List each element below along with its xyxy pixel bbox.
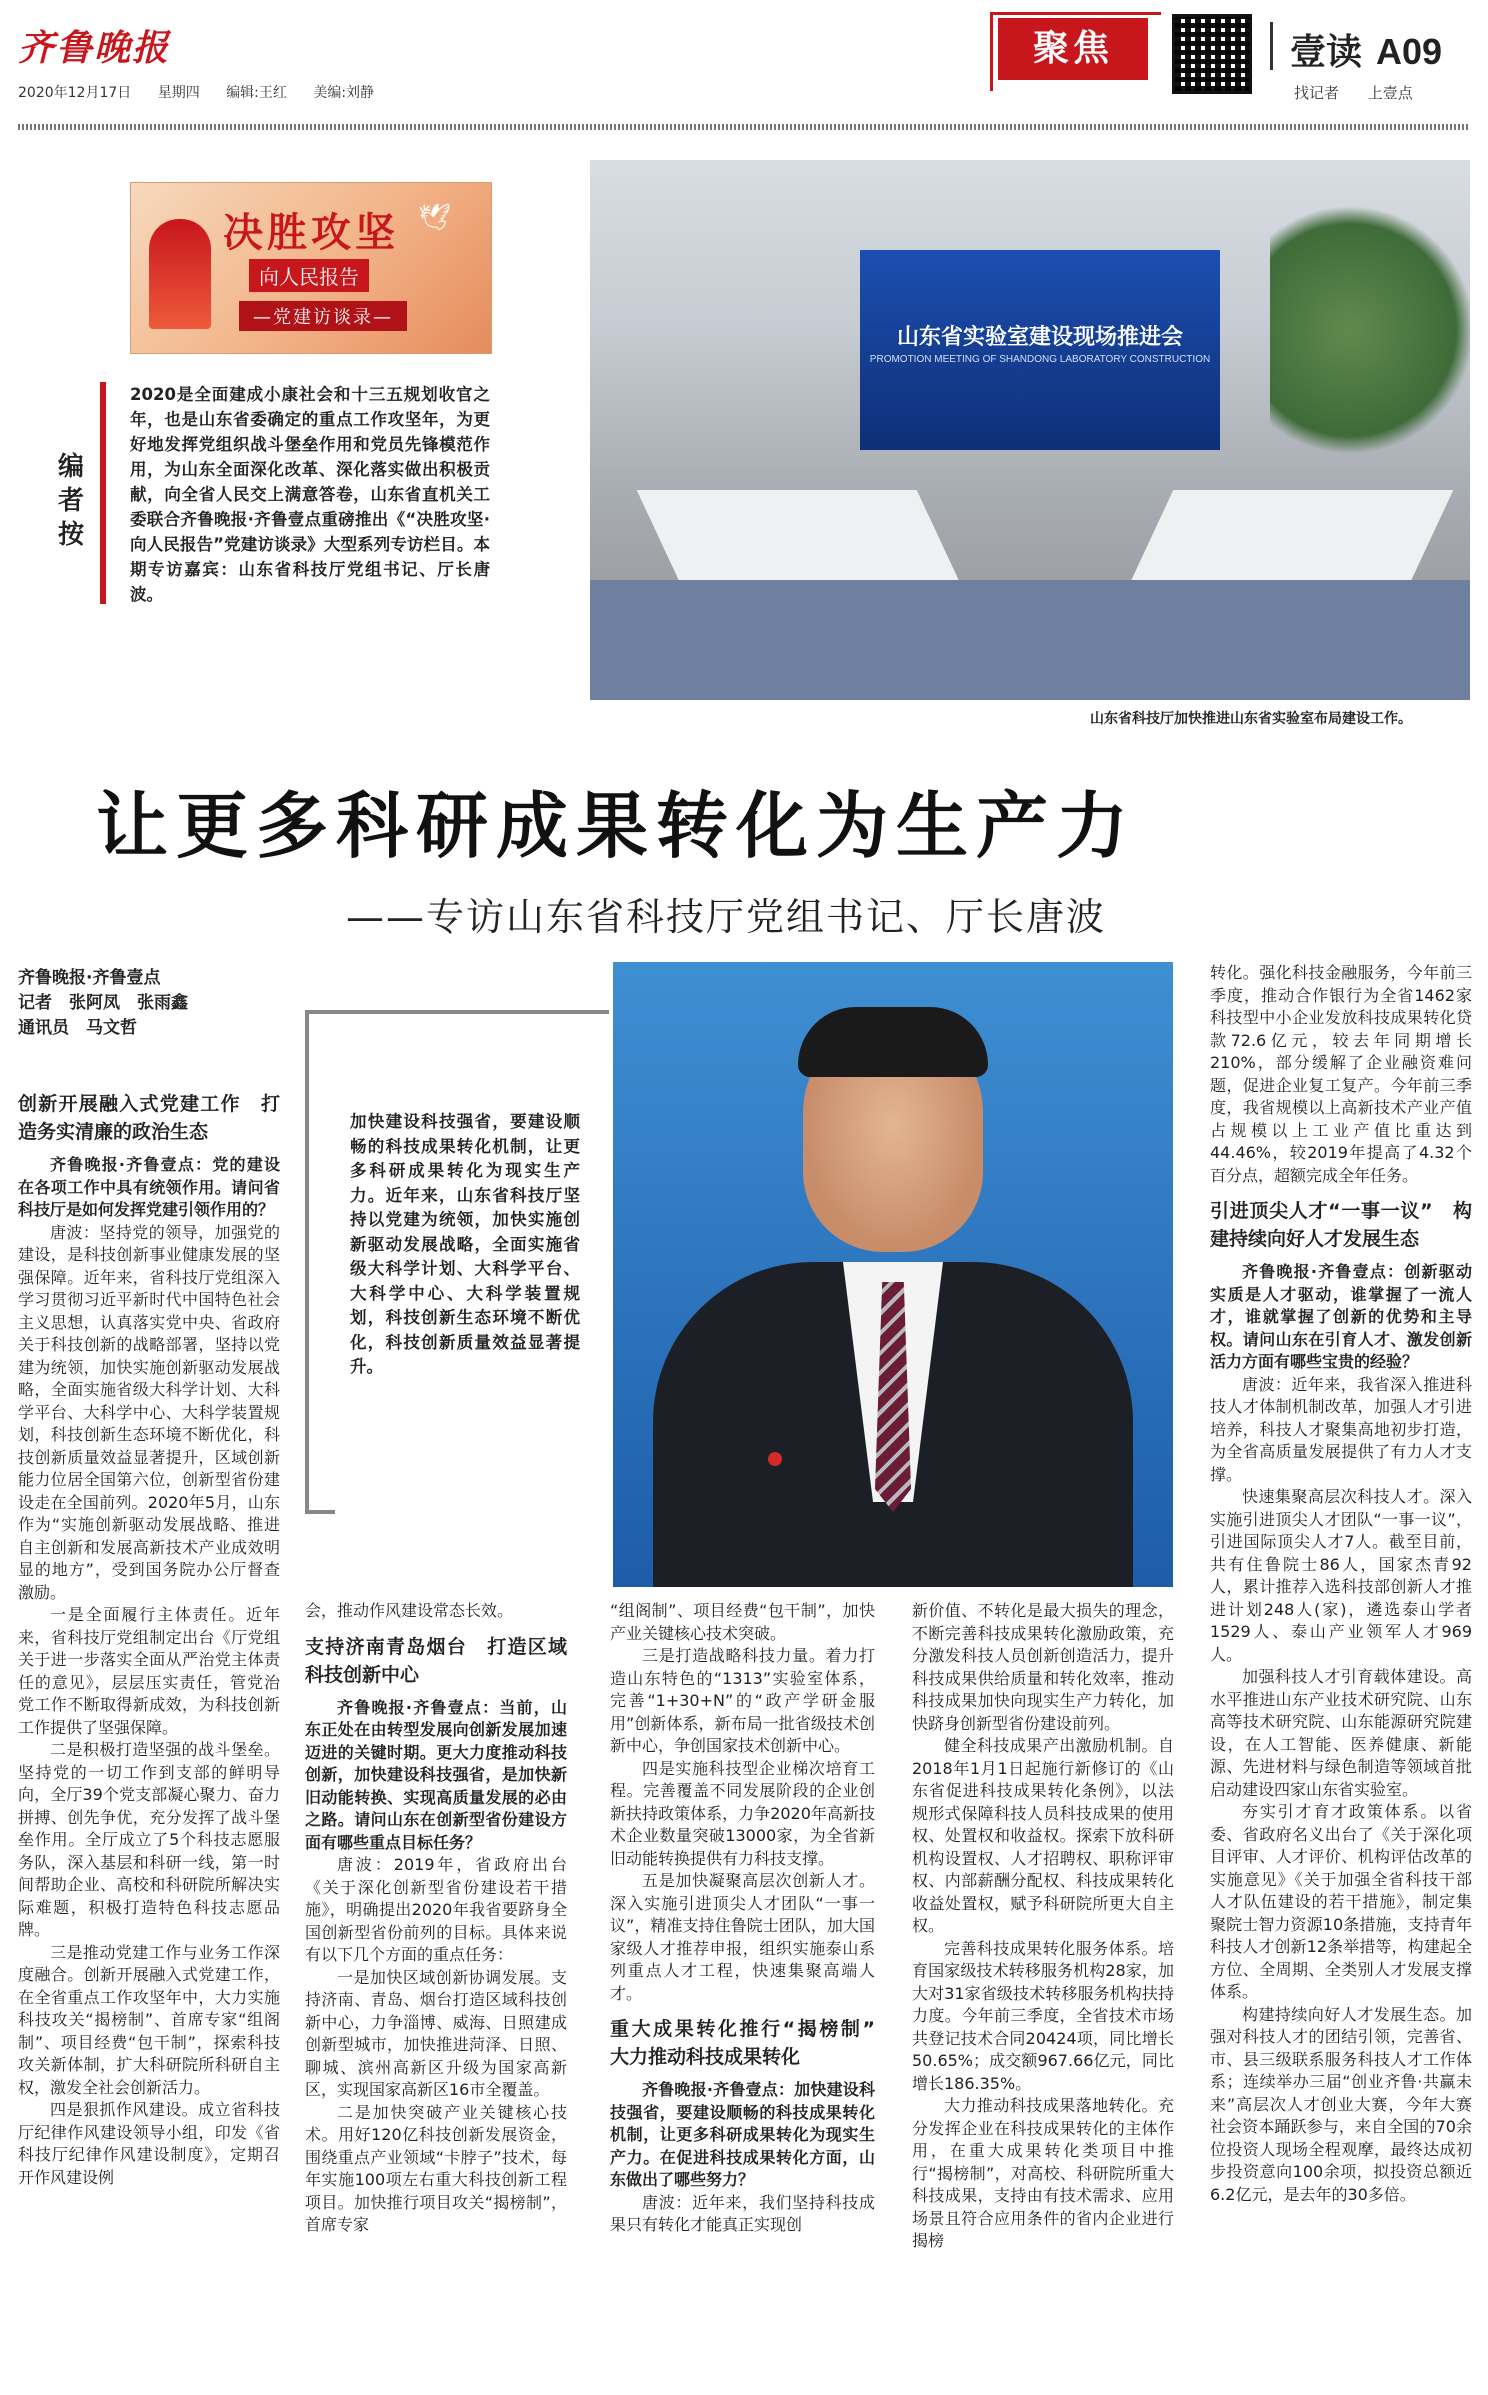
paragraph: 二是加快突破产业关键核心技术。用好120亿科技创新发展资金，围绕重点产业领域“卡脖子”技术，每年实施100项左右重大科技创新工程项目。加快推行项目攻关“揭榜制”，首席专家 (305, 2102, 567, 2234)
conference-table-left (637, 490, 964, 590)
article-column-2 (305, 1600, 567, 2237)
emblem-icon (149, 219, 211, 329)
paragraph: 四是狠抓作风建设。成立省科技厅纪律作风建设领导小组，印发《省科技厅纪律作风建设制度》，定期召开作风建设例 (18, 2100, 280, 2187)
carpet (590, 580, 1470, 700)
plants-decor (1270, 200, 1470, 460)
question: 齐鲁晚报·齐鲁壹点：党的建设在各项工作中具有统领作用。请问省科技厅是如何发挥党建引领作用的？ (18, 1155, 280, 1219)
section-heading: 创新开展融入式党建工作 打造务实清廉的政治生态 (18, 1093, 280, 1143)
header-divider (1270, 22, 1273, 70)
question: 齐鲁晚报·齐鲁壹点：创新驱动实质是人才驱动，谁掌握了一流人才，谁就掌握了创新的优势和主导权。请问山东在引育人才、激发创新活力方面有哪些宝贵的经验？ (1210, 1262, 1472, 1371)
meeting-photo (590, 160, 1470, 700)
screen-english: PROMOTION MEETING OF SHANDONG LABORATORY CONSTRUCTION (869, 354, 1211, 365)
answer: 唐波：近年来，我们坚持科技成果只有转化才能真正实现创 (610, 2192, 875, 2234)
brand-name: 壹读 (1290, 32, 1363, 73)
paragraph: 健全科技成果产出激励机制。自2018年1月1日起施行新修订的《山东省促进科技成果转化条例》，以法规形式保障科技人员科技成果的使用权、处置权和收益权。探索下放科研机构设置权、人才招聘权、职称评审权、内部薪酬分配权、科技成果转化收益处置权，赋予科研院所更大自主权。 (912, 1736, 1174, 1935)
pull-quote: 加快建设科技强省，要建设顺畅的科技成果转化机制，让更多科研成果转化为现实生产力。近年来，山东省科技厅坚持以党建为统领，加快实施创新驱动发展战略，全面实施省级大科学计划、大科学平台、大科学中心、大科学装置规划，科技创新生态环境不断优化，科技创新质量效益显著提升。 (350, 1112, 580, 1376)
party-pin-icon (768, 1452, 782, 1466)
byline (18, 966, 278, 1041)
issue-weekday: 星期四 (157, 85, 200, 101)
banner-series: —党建访谈录— (239, 301, 407, 331)
page-brand (1290, 24, 1442, 75)
designer-credit: 美编:刘静 (313, 85, 375, 101)
screen-title: 山东省实验室建设现场推进会 (896, 325, 1183, 350)
answer: 唐波：坚持党的领导，加强党的建设，是科技创新事业健康发展的坚强保障。近年来，省科技厅党组深入学习贯彻习近平新时代中国特色社会主义思想，认真落实党中央、省政府关于科技创新的战略部署，坚持以党建为统领，加快实施创新驱动发展战略，全面实施省级大科学计划、大科学平台、大科学中心、大科学装置规划，科技创新生态环境不断优化，科技创新质量效益显著提升，区域创新能力位居全国第六位，创新型省份建设走在全国前列。2020年5月，山东作为“实施创新驱动发展战略、推进自主创新和发展高新技术产业成效明显的地方”，受到国务院办公厅督查激励。 (18, 1222, 280, 1602)
subheadline: ——专访山东省科技厅党组书记、厅长唐波 (346, 895, 1107, 939)
paragraph: 加强科技人才引育载体建设。高水平推进山东产业技术研究院、山东高等技术研究院、山东能源研究院建设，在人工智能、医养健康、新能源、先进材料与绿色制造等领域首批启动建设四家山东省实验室。 (1210, 1667, 1472, 1799)
paragraph: 三是打造战略科技力量。着力打造山东特色的“1313”实验室体系，完善“1+30+N”的“政产学研金服用”创新体系，新布局一批省级技术创新中心，争创国家技术创新中心。 (610, 1646, 875, 1755)
paragraph: 完善科技成果转化服务体系。培育国家级技术转移服务机构28家，加大对31家省级技术转移服务机构扶持力度。今年前三季度，全省技术市场共登记技术合同20424项，同比增长50.65%；成交额967.66亿元，同比增长186.35%。 (912, 1938, 1174, 2093)
paragraph: 快速集聚高层次科技人才。深入实施引进顶尖人才团队“一事一议”，引进国际顶尖人才7人。截至目前，共有住鲁院士86人，国家杰青92人，累计推荐入选科技部创新人才推进计划248人(家)，遴选泰山学者1529人、泰山产业领军人才969人。 (1210, 1487, 1472, 1664)
editor-note-bar (100, 382, 106, 604)
byline-reporters: 记者 张阿凤 张雨鑫 (18, 993, 188, 1013)
editor-credit: 编辑:王红 (226, 85, 287, 101)
newspaper-logo: 齐鲁晚报 (18, 27, 171, 69)
paragraph: 转化。强化科技金融服务，今年前三季度，推动合作银行为全省1462家科技型中小企业发放科技成果转化贷款72.6亿元，较去年同期增长210%，部分缓解了企业融资难问题，促进企业复工复产。今年前三季度，我省规模以上高新技术产业产值占规模以上工业产值比重达到44.46%，较2019年提高了4.32个百分点，超额完成全年任务。 (1210, 963, 1472, 1185)
headline: 让更多科研成果转化为生产力 (96, 784, 1137, 868)
paragraph: 二是积极打造坚强的战斗堡垒。坚持党的一切工作到支部的鲜明导向，全厅39个党支部凝心聚力、奋力拼搏、创先争优，充分发挥了战斗堡垒作用。全厅成立了5个科技志愿服务队，深入基层和科研一线，第一时间帮助企业、高校和科研院所解决实际难题，积极打造特色科技志愿品牌。 (18, 1740, 280, 1939)
banner-title: 决胜攻坚 (223, 209, 399, 256)
article-column-4 (912, 1600, 1174, 2253)
section-heading: 引进顶尖人才“一事一议” 构建持续向好人才发展生态 (1210, 1200, 1472, 1250)
answer: 唐波：近年来，我省深入推进科技人才体制机制改革，加强人才引进培养，科技人才聚集高地初步打造，为全省高质量发展提供了有力人才支撑。 (1210, 1374, 1472, 1484)
hair (798, 1007, 988, 1077)
paragraph: 三是推动党建工作与业务工作深度融合。创新开展融入式党建工作，在全省重点工作攻坚年中，大力实施科技攻关“揭榜制”、首席专家“组阁制”、项目经费“包干制”，探索科技攻关新体制，扩大科研院所科研自主权，激发全社会创新活力。 (18, 1942, 280, 2097)
article-column-1 (18, 1080, 280, 2189)
paragraph: “组阁制”、项目经费“包干制”，加快产业关键核心技术突破。 (610, 1601, 875, 1643)
question: 齐鲁晚报·齐鲁壹点：加快建设科技强省，要建设顺畅的科技成果转化机制，让更多科研成果转化为现实生产力。在促进科技成果转化方面，山东做出了哪些努力？ (610, 2080, 875, 2189)
conference-table-right (1127, 490, 1454, 590)
section-heading: 重大成果转化推行“揭榜制” 大力推动科技成果转化 (610, 2018, 895, 2068)
banner-subtitle: 向人民报告 (249, 259, 369, 292)
byline-outlet: 齐鲁晚报·齐鲁壹点 (18, 968, 161, 988)
photo-caption: 山东省科技厅加快推进山东省实验室布局建设工作。 (1090, 711, 1412, 727)
paragraph: 一是全面履行主体责任。近年来，省科技厅党组制定出台《厅党组关于进一步落实全面从严治党主体责任的意见》，层层压实责任，管党治党工作不断取得新成效，为科技创新工作提供了坚强保障。 (18, 1605, 280, 1737)
question: 齐鲁晚报·齐鲁壹点：当前，山东正处在由转型发展向创新发展加速迈进的关键时期。更大力度推动科技创新，加快建设科技强省，是加快新旧动能转换、实现高质量发展的必由之路。请问山东在创新型省份建设方面有哪些重点目标任务？ (305, 1697, 567, 1852)
paragraph: 构建持续向好人才发展生态。加强对科技人才的团结引领，完善省、市、县三级联系服务科技人才工作体系；连续举办三届“创业齐鲁·共赢未来”高层次人才创业大赛，今年大赛社会资本踊跃参与，来自全国的70余位投资人现场全程观摩，最终达成初步投资意向100余项，拟投资总额近6.2亿元，是去年的30多倍。 (1210, 2004, 1472, 2204)
editor-note-label: 编者按 (58, 452, 85, 550)
header-rule (18, 124, 1468, 130)
section-heading: 支持济南青岛烟台 打造区域科技创新中心 (305, 1635, 567, 1686)
editor-note-text: 2020是全面建成小康社会和十三五规划收官之年，也是山东省委确定的重点工作攻坚年，为更好地发挥党组织战斗堡垒作用和党员先锋模范作用，为山东全面深化改革、深化落实做出积极贡献，向全省人民交上满意答卷，山东省直机关工委联合齐鲁晚报·齐鲁壹点重磅推出《“决胜攻坚·向人民报告”党建访谈录》大型系列专访栏目。本期专访嘉宾：山东省科技厅党组书记、厅长唐波。 (130, 385, 490, 604)
page-number: A09 (1376, 31, 1443, 72)
tagline-right: 上壹点 (1367, 84, 1413, 102)
dove-icon: 🕊 (417, 203, 451, 233)
paragraph: 大力推动科技成果落地转化。充分发挥企业在科技成果转化的主体作用，在重大成果转化类项目中推行“揭榜制”，对高校、科研院所重大科技成果，支持由有技术需求、应用场景且符合应用条件的省内企业进行揭榜 (912, 2096, 1174, 2250)
paragraph: 新价值、不转化是最大损失的理念，不断完善科技成果转化激励政策，充分激发科技人员创新创造活力，提升科技成果供给质量和转化效率，推动科技成果加快向现实生产力转化，加快跻身创新型省份建设前列。 (912, 1601, 1174, 1733)
paragraph: 五是加快凝聚高层次创新人才。深入实施引进顶尖人才团队“一事一议”，精准支持住鲁院士团队，加大国家级人才推荐申报，组织实施泰山系列重点人才工程，快速集聚高端人才。 (610, 1871, 875, 2003)
section-label: 聚焦 (998, 18, 1148, 80)
header-tagline (1294, 82, 1413, 103)
paragraph: 一是加快区域创新协调发展。支持济南、青岛、烟台打造区域科技创新中心，力争淄博、威海、日照建成创新型城市，加快推进菏泽、日照、聊城、滨州高新区升级为国家高新区，实现国家高新区16市全覆盖。 (305, 1967, 567, 2099)
column-banner (130, 182, 492, 354)
issue-meta (18, 82, 396, 102)
tagline-left: 找记者 (1294, 84, 1340, 102)
paragraph: 四是实施科技型企业梯次培育工程。完善覆盖不同发展阶段的企业创新扶持政策体系，力争2020年高新技术企业数量突破13000家，为全省新旧动能转换提供有力科技支撑。 (610, 1758, 875, 1868)
byline-correspondent: 通讯员 马文哲 (18, 1018, 137, 1038)
pull-quote-frame-end (305, 1510, 335, 1514)
paragraph: 夯实引才育才政策体系。以省委、省政府名义出台了《关于深化项目评审、人才评价、机构评估改革的实施意见》《关于加强全省科技干部人才队伍建设的若干措施》，制定集聚院士智力资源10条措施，支持青年科技人才创新12条举措等，构建起全方位、全周期、全类别人才发展支撑体系。 (1210, 1802, 1472, 2001)
paragraph: 会，推动作风建设常态长效。 (305, 1601, 514, 1620)
article-column-5 (1210, 962, 1472, 2206)
issue-date: 2020年12月17日 (18, 85, 132, 101)
qr-code-icon (1172, 14, 1252, 94)
stage-screen (860, 250, 1220, 450)
answer: 唐波：2019年，省政府出台《关于深化创新型省份建设若干措施》，明确提出2020年我省要跻身全国创新型省份前列的目标。具体来说有以下几个方面的重点任务： (305, 1855, 567, 1964)
portrait-photo (613, 962, 1173, 1587)
article-column-3 (610, 1600, 895, 2237)
